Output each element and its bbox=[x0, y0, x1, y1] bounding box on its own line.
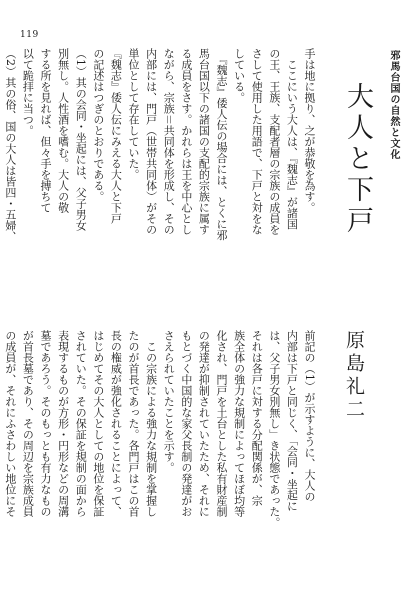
text-line: が首長墓であり、その周辺を宗族成員 bbox=[21, 330, 35, 517]
text-line: さして使用した用語で、下戸と対をな bbox=[250, 48, 264, 235]
text-line: されていた。その保証を規制の面から bbox=[74, 330, 88, 517]
text-line: この宗族による強力な規制を掌握し bbox=[144, 330, 158, 517]
text-line: の成員が、それにふさわしい地位にそ bbox=[3, 330, 17, 517]
text-line: ここにいう大人は、『魏志』が諸国 bbox=[285, 48, 299, 230]
text-line: の王、王族、支配者層の宗族の成員を bbox=[267, 48, 281, 235]
text-line: 族全体の強力な規制によってほぼ均等 bbox=[232, 330, 246, 517]
text-line: 化され、門戸を土台とした私有財産制 bbox=[215, 330, 228, 517]
text-line: る成員をさす。かれらは王を中心とし bbox=[179, 48, 193, 235]
text-line: 墓であろう。そのもっとも有力なもの bbox=[39, 330, 52, 517]
page-number: 119 bbox=[20, 30, 39, 40]
text-line: 前記の（1）が示すように、大人の bbox=[303, 330, 316, 502]
text-line: 内部には、門戸（世帯共同体）がその bbox=[144, 48, 158, 235]
text-line: はじめてその大人としての地位を保証 bbox=[91, 330, 105, 517]
text-line: もとづく中国的な家父長制の発達がお bbox=[179, 330, 193, 517]
text-line: の発達が抑制されていたため、それに bbox=[197, 330, 211, 517]
text-line: 以て跪拝に当つ。 bbox=[21, 48, 35, 136]
text-line: の記述はつぎのとおりである。 bbox=[91, 48, 105, 202]
text-line: 表現するものが方形・円形などの周溝 bbox=[56, 330, 70, 517]
text-line: している。 bbox=[232, 48, 246, 103]
article-title: 大人と下戸 bbox=[342, 82, 373, 237]
text-line: 長の権威が強化されることによって、 bbox=[109, 330, 123, 517]
text-line: 『魏志』倭人伝にみえる大人と下戸 bbox=[109, 48, 123, 224]
text-line: 内部は下戸と同じく、「会同・坐起に bbox=[285, 330, 299, 512]
text-line: は、父子男女別無し」き状態であった。 bbox=[267, 330, 281, 528]
text-line: 『魏志』倭人伝の場合には、とくに邪 bbox=[215, 48, 228, 241]
series-label: 邪馬台国の自然と文化 bbox=[388, 50, 399, 160]
author-name: 原島礼二 bbox=[343, 330, 365, 422]
text-line: 手は地に拠り、之が恭敬を為す。 bbox=[303, 48, 316, 213]
text-line: する所を見れば、但々手を搏ちて bbox=[39, 48, 52, 213]
text-line: ながら、宗族＝共同体を形成し、その bbox=[162, 48, 176, 235]
text-line: 別無し。人性酒を嗜む。大人の敬 bbox=[56, 48, 70, 213]
text-line: （2）其の俗、国の大人は皆四・五婦、 bbox=[3, 48, 17, 242]
text-line: それは各戸に対する分配関係が、宗 bbox=[250, 330, 264, 506]
text-line: 単位として存在していた。 bbox=[127, 48, 140, 180]
text-line: たのが首長であった。各門戸はこの首 bbox=[127, 330, 140, 517]
text-line: さえられていたことを示す。 bbox=[162, 330, 176, 473]
text-line: （1）其の会同・坐起には、父子男女 bbox=[74, 48, 88, 231]
text-line: 馬台国以下の諸国の支配的宗族に属す bbox=[197, 48, 211, 235]
